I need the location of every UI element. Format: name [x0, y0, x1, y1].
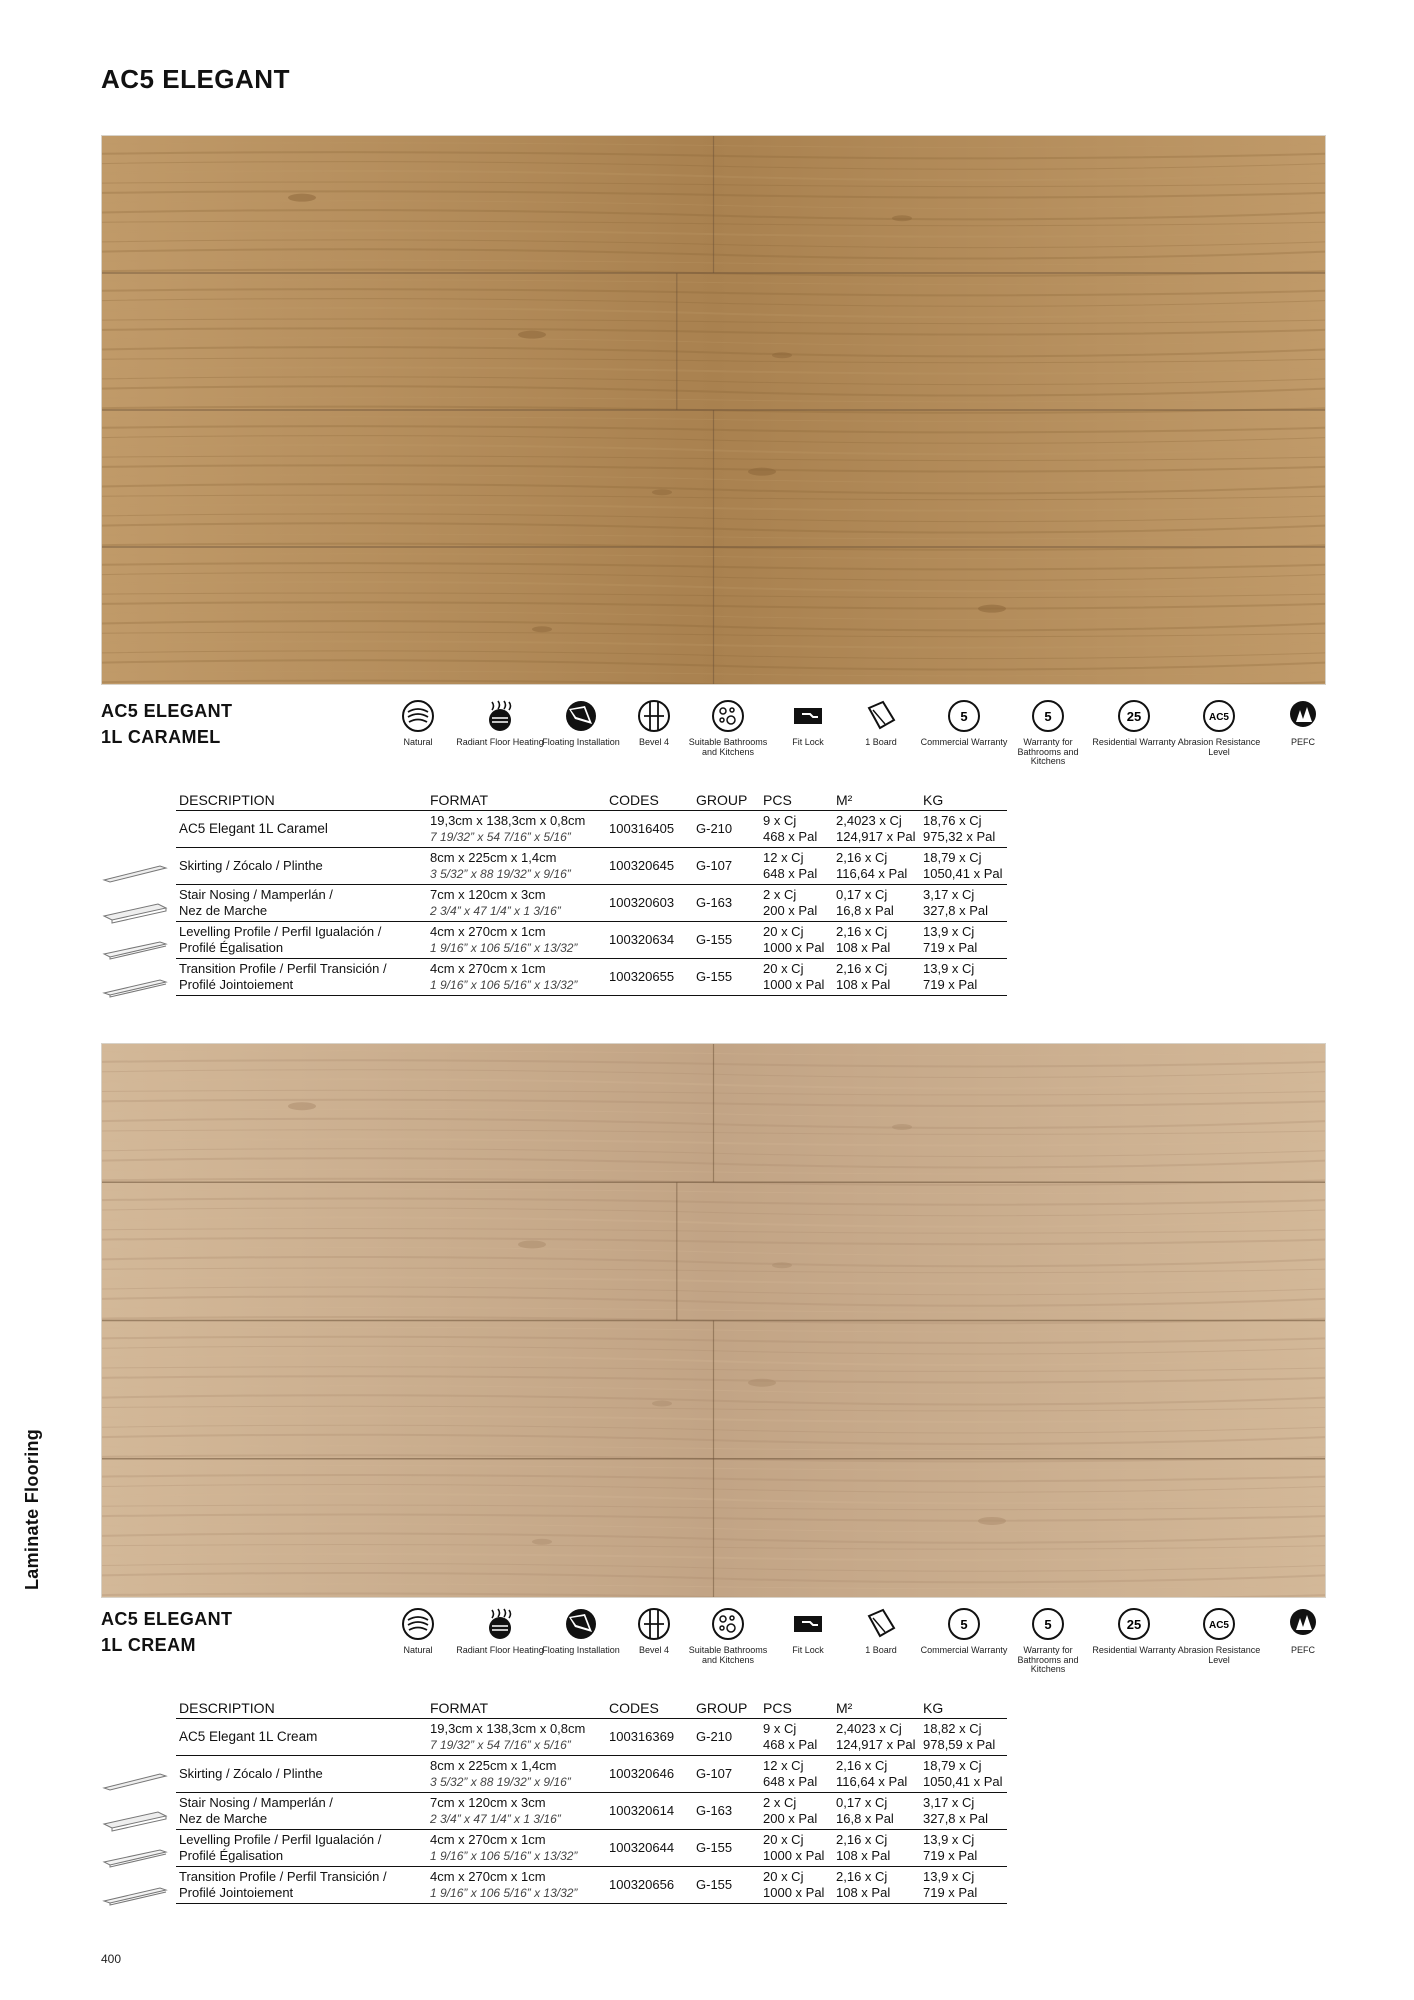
row-m2 — [833, 1756, 920, 1793]
product-name — [101, 698, 232, 750]
kg-box: 18,82 x Cj — [923, 1721, 982, 1736]
feature-label: PEFC — [1290, 1645, 1315, 1655]
m2-pallet: 108 x Pal — [836, 1885, 891, 1900]
row-kg — [920, 848, 1007, 885]
feature-label: Radiant Floor Heating — [456, 1645, 544, 1655]
row-kg — [920, 1719, 1007, 1756]
row-code: 100320646 — [606, 1756, 693, 1793]
feature-item — [454, 698, 546, 748]
row-pcs — [760, 1719, 833, 1756]
format-metric: 19,3cm x 138,3cm x 0,8cm — [430, 1721, 586, 1736]
row-code: 100320603 — [606, 885, 693, 922]
floating-installation-icon — [563, 698, 599, 734]
feature-label: Commercial Warranty — [920, 1645, 1008, 1655]
format-metric: 4cm x 270cm x 1cm — [430, 961, 546, 976]
row-code: 100320655 — [606, 959, 693, 996]
row-pcs — [760, 1793, 833, 1830]
spec-header-row — [176, 1698, 1007, 1719]
fit-lock-icon — [790, 698, 826, 734]
pcs-pallet: 1000 x Pal — [763, 977, 825, 992]
feature-label: Warranty for Bathrooms and Kitchens — [1017, 1645, 1079, 1674]
m2-pallet: 116,64 x Pal — [836, 1774, 908, 1789]
feature-item — [918, 698, 1010, 748]
feature-item — [1173, 698, 1265, 757]
pcs-pallet: 1000 x Pal — [763, 1848, 825, 1863]
format-imperial: 1 9/16” x 106 5/16” x 13/32” — [430, 941, 578, 955]
format-metric: 4cm x 270cm x 1cm — [430, 924, 546, 939]
profile-thumbnail — [100, 1842, 170, 1872]
feature-item — [682, 1606, 774, 1665]
suitable-bathrooms-icon — [710, 698, 746, 734]
feature-badge: 5 — [960, 1617, 968, 1632]
row-m2 — [833, 1867, 920, 1904]
row-group: G-210 — [693, 1719, 760, 1756]
feature-item — [1257, 1606, 1349, 1656]
row-pcs — [760, 811, 833, 848]
table-row — [176, 1830, 1007, 1867]
kg-pallet: 719 x Pal — [923, 1848, 978, 1863]
kg-box: 18,79 x Cj — [923, 850, 982, 865]
description-line1: Stair Nosing / Mamperlán / — [179, 1795, 333, 1810]
pcs-box: 9 x Cj — [763, 813, 797, 828]
format-imperial: 2 3/4” x 47 1/4” x 1 3/16” — [430, 904, 561, 918]
row-kg — [920, 922, 1007, 959]
row-format — [427, 1867, 606, 1904]
feature-label: Abrasion Resistance Level — [1177, 737, 1261, 757]
cream-wood-image — [101, 1043, 1326, 1598]
feature-label: Commercial Warranty — [920, 737, 1008, 747]
product-name-line1: AC5 ELEGANT — [101, 1609, 233, 1629]
feature-item — [835, 698, 927, 748]
row-description — [176, 811, 427, 848]
m2-pallet: 108 x Pal — [836, 1848, 891, 1863]
m2-box: 0,17 x Cj — [836, 1795, 888, 1810]
pcs-pallet: 468 x Pal — [763, 1737, 818, 1752]
row-m2 — [833, 1793, 920, 1830]
product-name-line2: 1L CARAMEL — [101, 727, 221, 747]
row-kg — [920, 885, 1007, 922]
feature-label: Bevel 4 — [638, 737, 670, 747]
feature-item — [682, 698, 774, 757]
row-group: G-163 — [693, 1793, 760, 1830]
format-metric: 19,3cm x 138,3cm x 0,8cm — [430, 813, 586, 828]
profile-thumbnail — [100, 1804, 170, 1834]
format-metric: 8cm x 225cm x 1,4cm — [430, 1758, 557, 1773]
fit-lock-icon — [790, 1606, 826, 1642]
feature-label: Floating Installation — [542, 1645, 620, 1655]
row-pcs — [760, 885, 833, 922]
row-pcs — [760, 922, 833, 959]
pcs-box: 20 x Cj — [763, 1869, 804, 1884]
row-format — [427, 811, 606, 848]
feature-label: Fit Lock — [792, 737, 824, 747]
feature-label: Suitable Bathrooms and Kitchens — [688, 737, 768, 757]
row-m2 — [833, 885, 920, 922]
feature-badge: 5 — [1044, 709, 1052, 724]
pcs-pallet: 648 x Pal — [763, 1774, 818, 1789]
kg-pallet: 975,32 x Pal — [923, 829, 996, 844]
m2-pallet: 124,917 x Pal — [836, 1737, 916, 1752]
m2-pallet: 116,64 x Pal — [836, 866, 908, 881]
feature-item — [1173, 1606, 1265, 1665]
feature-label: Residential Warranty — [1092, 1645, 1176, 1655]
column-header: CODES — [606, 1698, 693, 1719]
row-format — [427, 959, 606, 996]
kg-box: 13,9 x Cj — [923, 1832, 975, 1847]
row-group: G-107 — [693, 848, 760, 885]
product-name — [101, 1606, 232, 1658]
caramel-wood-image — [101, 135, 1326, 685]
feature-label: Suitable Bathrooms and Kitchens — [688, 1645, 768, 1665]
kg-pallet: 1050,41 x Pal — [923, 1774, 1003, 1789]
row-pcs — [760, 959, 833, 996]
feature-item — [1088, 698, 1180, 748]
description-line2: Profilé Égalisation — [179, 940, 284, 955]
m2-pallet: 16,8 x Pal — [836, 1811, 894, 1826]
feature-label: Bevel 4 — [638, 1645, 670, 1655]
row-format — [427, 922, 606, 959]
feature-label: Natural — [403, 737, 433, 747]
row-code: 100316369 — [606, 1719, 693, 1756]
row-code: 100320656 — [606, 1867, 693, 1904]
format-imperial: 1 9/16” x 106 5/16” x 13/32” — [430, 1849, 578, 1863]
m2-box: 2,16 x Cj — [836, 1758, 888, 1773]
kg-box: 13,9 x Cj — [923, 1869, 975, 1884]
kg-pallet: 719 x Pal — [923, 1885, 978, 1900]
warranty-bathrooms-icon — [1030, 1606, 1066, 1642]
pcs-box: 12 x Cj — [763, 850, 804, 865]
column-header: FORMAT — [427, 790, 606, 811]
product-section-cream — [0, 1606, 1414, 1924]
row-m2 — [833, 1719, 920, 1756]
m2-box: 2,16 x Cj — [836, 1832, 888, 1847]
feature-badge: 5 — [1044, 1617, 1052, 1632]
column-header: PCS — [760, 790, 833, 811]
row-group: G-155 — [693, 1867, 760, 1904]
row-format — [427, 885, 606, 922]
feature-item — [372, 1606, 464, 1656]
row-format — [427, 1793, 606, 1830]
m2-pallet: 108 x Pal — [836, 977, 891, 992]
spec-table — [176, 1698, 1007, 1904]
radiant-floor-heating-icon — [482, 698, 518, 734]
pcs-box: 20 x Cj — [763, 924, 804, 939]
column-header: M² — [833, 1698, 920, 1719]
profile-thumbnail — [100, 972, 170, 1002]
profile-thumbnail — [100, 1766, 170, 1796]
pcs-pallet: 200 x Pal — [763, 903, 818, 918]
m2-box: 2,4023 x Cj — [836, 813, 902, 828]
format-metric: 7cm x 120cm x 3cm — [430, 1795, 546, 1810]
feature-item — [1002, 698, 1094, 767]
row-kg — [920, 1867, 1007, 1904]
warranty-bathrooms-icon — [1030, 698, 1066, 734]
row-code: 100320634 — [606, 922, 693, 959]
pcs-pallet: 468 x Pal — [763, 829, 818, 844]
feature-label: Warranty for Bathrooms and Kitchens — [1017, 737, 1079, 766]
feature-label: 1 Board — [865, 1645, 897, 1655]
m2-box: 2,16 x Cj — [836, 1869, 888, 1884]
pefc-icon — [1285, 698, 1321, 734]
row-pcs — [760, 1867, 833, 1904]
column-header: CODES — [606, 790, 693, 811]
format-metric: 8cm x 225cm x 1,4cm — [430, 850, 557, 865]
row-description — [176, 1719, 427, 1756]
kg-box: 18,79 x Cj — [923, 1758, 982, 1773]
format-metric: 4cm x 270cm x 1cm — [430, 1869, 546, 1884]
commercial-warranty-icon — [946, 698, 982, 734]
feature-item — [918, 1606, 1010, 1656]
column-header: DESCRIPTION — [176, 1698, 427, 1719]
table-row — [176, 1756, 1007, 1793]
description-line2: Profilé Égalisation — [179, 1848, 284, 1863]
pcs-box: 2 x Cj — [763, 887, 797, 902]
floating-installation-icon — [563, 1606, 599, 1642]
format-imperial: 3 5/32” x 88 19/32” x 9/16” — [430, 1775, 571, 1789]
profile-thumbnail — [100, 934, 170, 964]
m2-box: 2,16 x Cj — [836, 961, 888, 976]
column-header: FORMAT — [427, 1698, 606, 1719]
format-metric: 7cm x 120cm x 3cm — [430, 887, 546, 902]
row-code: 100320644 — [606, 1830, 693, 1867]
row-kg — [920, 959, 1007, 996]
pcs-box: 20 x Cj — [763, 961, 804, 976]
table-row — [176, 1719, 1007, 1756]
m2-pallet: 108 x Pal — [836, 940, 891, 955]
feature-badge: AC5 — [1208, 712, 1230, 723]
page-number: 400 — [101, 1952, 122, 1966]
description-line1: Skirting / Zócalo / Plinthe — [179, 1766, 323, 1781]
abrasion-resistance-icon — [1201, 698, 1237, 734]
feature-item — [1088, 1606, 1180, 1656]
residential-warranty-icon — [1116, 698, 1152, 734]
row-kg — [920, 811, 1007, 848]
feature-label: PEFC — [1290, 737, 1315, 747]
row-format — [427, 1756, 606, 1793]
format-metric: 4cm x 270cm x 1cm — [430, 1832, 546, 1847]
product-name-line2: 1L CREAM — [101, 1635, 196, 1655]
row-description — [176, 1756, 427, 1793]
description-line2: Profilé Jointoiement — [179, 1885, 294, 1900]
m2-pallet: 16,8 x Pal — [836, 903, 894, 918]
description-line1: Levelling Profile / Perfil Igualación / — [179, 1832, 382, 1847]
m2-box: 2,16 x Cj — [836, 924, 888, 939]
suitable-bathrooms-icon — [710, 1606, 746, 1642]
row-code: 100316405 — [606, 811, 693, 848]
description-line2: Nez de Marche — [179, 903, 268, 918]
row-pcs — [760, 848, 833, 885]
row-group: G-210 — [693, 811, 760, 848]
side-label: Laminate Flooring — [22, 1428, 42, 1590]
m2-box: 0,17 x Cj — [836, 887, 888, 902]
row-group: G-163 — [693, 885, 760, 922]
row-description — [176, 848, 427, 885]
kg-pallet: 1050,41 x Pal — [923, 866, 1003, 881]
column-header: M² — [833, 790, 920, 811]
kg-pallet: 719 x Pal — [923, 940, 978, 955]
pcs-box: 12 x Cj — [763, 1758, 804, 1773]
row-m2 — [833, 922, 920, 959]
feature-badge: 5 — [960, 709, 968, 724]
residential-warranty-icon — [1116, 1606, 1152, 1642]
one-board-icon — [863, 1606, 899, 1642]
table-row — [176, 848, 1007, 885]
row-group: G-155 — [693, 922, 760, 959]
description-line1: AC5 Elegant 1L Caramel — [179, 821, 328, 836]
pcs-box: 2 x Cj — [763, 1795, 797, 1810]
m2-box: 2,4023 x Cj — [836, 1721, 902, 1736]
natural-icon — [400, 698, 436, 734]
feature-label: 1 Board — [865, 737, 897, 747]
pcs-pallet: 1000 x Pal — [763, 940, 825, 955]
table-row — [176, 811, 1007, 848]
row-description — [176, 1867, 427, 1904]
feature-label: Floating Installation — [542, 737, 620, 747]
description-line1: Skirting / Zócalo / Plinthe — [179, 858, 323, 873]
kg-pallet: 978,59 x Pal — [923, 1737, 996, 1752]
table-row — [176, 1793, 1007, 1830]
natural-icon — [400, 1606, 436, 1642]
feature-badge: AC5 — [1208, 1620, 1230, 1631]
row-m2 — [833, 959, 920, 996]
format-imperial: 1 9/16” x 106 5/16” x 13/32” — [430, 978, 578, 992]
commercial-warranty-icon — [946, 1606, 982, 1642]
row-format — [427, 1830, 606, 1867]
row-group: G-107 — [693, 1756, 760, 1793]
row-m2 — [833, 811, 920, 848]
feature-label: Radiant Floor Heating — [456, 737, 544, 747]
kg-box: 18,76 x Cj — [923, 813, 982, 828]
pcs-pallet: 200 x Pal — [763, 1811, 818, 1826]
row-description — [176, 922, 427, 959]
kg-pallet: 327,8 x Pal — [923, 903, 989, 918]
row-kg — [920, 1793, 1007, 1830]
kg-box: 13,9 x Cj — [923, 924, 975, 939]
kg-pallet: 327,8 x Pal — [923, 1811, 989, 1826]
format-imperial: 7 19/32” x 54 7/16” x 5/16” — [430, 830, 571, 844]
pcs-box: 20 x Cj — [763, 1832, 804, 1847]
pcs-pallet: 1000 x Pal — [763, 1885, 825, 1900]
page-title: AC5 ELEGANT — [101, 64, 290, 94]
radiant-floor-heating-icon — [482, 1606, 518, 1642]
m2-box: 2,16 x Cj — [836, 850, 888, 865]
feature-label: Abrasion Resistance Level — [1177, 1645, 1261, 1665]
product-section-caramel — [0, 698, 1414, 1016]
description-line2: Nez de Marche — [179, 1811, 268, 1826]
row-pcs — [760, 1756, 833, 1793]
bevel-4-icon — [636, 1606, 672, 1642]
row-kg — [920, 1756, 1007, 1793]
profile-thumbnail — [100, 1880, 170, 1910]
profile-thumbnail — [100, 896, 170, 926]
kg-pallet: 719 x Pal — [923, 977, 978, 992]
pcs-pallet: 648 x Pal — [763, 866, 818, 881]
format-imperial: 2 3/4” x 47 1/4” x 1 3/16” — [430, 1812, 561, 1826]
row-kg — [920, 1830, 1007, 1867]
format-imperial: 1 9/16” x 106 5/16” x 13/32” — [430, 1886, 578, 1900]
row-pcs — [760, 1830, 833, 1867]
feature-label: Fit Lock — [792, 1645, 824, 1655]
description-line2: Profilé Jointoiement — [179, 977, 294, 992]
column-header: PCS — [760, 1698, 833, 1719]
abrasion-resistance-icon — [1201, 1606, 1237, 1642]
row-description — [176, 1793, 427, 1830]
feature-icons — [400, 698, 1330, 778]
column-header: GROUP — [693, 1698, 760, 1719]
pefc-icon — [1285, 1606, 1321, 1642]
description-line1: Stair Nosing / Mamperlán / — [179, 887, 333, 902]
format-imperial: 3 5/32” x 88 19/32” x 9/16” — [430, 867, 571, 881]
kg-box: 3,17 x Cj — [923, 1795, 975, 1810]
description-line1: Levelling Profile / Perfil Igualación / — [179, 924, 382, 939]
column-header: KG — [920, 790, 1007, 811]
kg-box: 3,17 x Cj — [923, 887, 975, 902]
bevel-4-icon — [636, 698, 672, 734]
kg-box: 13,9 x Cj — [923, 961, 975, 976]
format-imperial: 7 19/32” x 54 7/16” x 5/16” — [430, 1738, 571, 1752]
row-code: 100320645 — [606, 848, 693, 885]
one-board-icon — [863, 698, 899, 734]
spec-header-row — [176, 790, 1007, 811]
row-group: G-155 — [693, 1830, 760, 1867]
feature-item — [1002, 1606, 1094, 1675]
feature-badge: 25 — [1126, 1617, 1142, 1632]
feature-label: Residential Warranty — [1092, 737, 1176, 747]
description-line1: Transition Profile / Perfil Transición / — [179, 1869, 387, 1884]
row-code: 100320614 — [606, 1793, 693, 1830]
feature-item — [372, 698, 464, 748]
profile-thumbnail — [100, 858, 170, 888]
feature-item — [1257, 698, 1349, 748]
row-format — [427, 1719, 606, 1756]
pcs-box: 9 x Cj — [763, 1721, 797, 1736]
row-m2 — [833, 848, 920, 885]
feature-item — [454, 1606, 546, 1656]
table-row — [176, 1867, 1007, 1904]
table-row — [176, 959, 1007, 996]
table-row — [176, 885, 1007, 922]
row-description — [176, 959, 427, 996]
row-format — [427, 848, 606, 885]
description-line1: AC5 Elegant 1L Cream — [179, 1729, 318, 1744]
row-m2 — [833, 1830, 920, 1867]
product-name-line1: AC5 ELEGANT — [101, 701, 233, 721]
feature-label: Natural — [403, 1645, 433, 1655]
m2-pallet: 124,917 x Pal — [836, 829, 916, 844]
row-description — [176, 1830, 427, 1867]
feature-badge: 25 — [1126, 709, 1142, 724]
row-description — [176, 885, 427, 922]
column-header: DESCRIPTION — [176, 790, 427, 811]
description-line1: Transition Profile / Perfil Transición / — [179, 961, 387, 976]
row-group: G-155 — [693, 959, 760, 996]
feature-item — [835, 1606, 927, 1656]
column-header: KG — [920, 1698, 1007, 1719]
table-row — [176, 922, 1007, 959]
column-header: GROUP — [693, 790, 760, 811]
feature-icons — [400, 1606, 1330, 1686]
spec-table — [176, 790, 1007, 996]
